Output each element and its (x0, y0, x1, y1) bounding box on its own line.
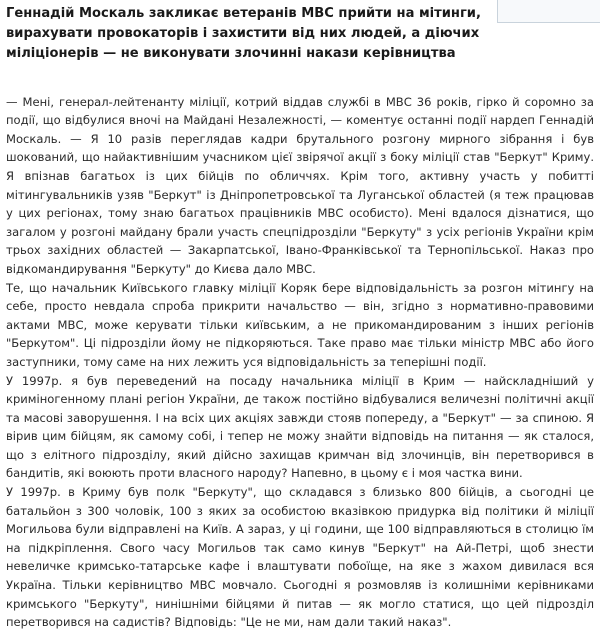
article (6, 4, 594, 632)
article-paragraph-1: — Мені, генерал-лейтенанту міліції, котрий віддав службі в МВС 36 років, гірко й соромно за події, що відбулися вночі на Майдані Незалежності, — коментує останні події нардеп Геннадій Москаль. — Я 10 разів переглядав кадри брутального розгону мирного зібрання і був шокований, що найактивнішим учасником цієї звірячої акції з боку міліції став "Беркут" Криму. Я впізнав багатьох із цих бійців по обличчях. Крім того, активну участь у побитті мітингувальників узяв "Беркут" із Дніпропетровської та Луганської областей (я теж працював у цих регіонах, тому знаю багатьох працівників МВС особисто). Мені вдалося дізнатися, що загалом у розгоні майдану брали участь спецпідрозділи "Беркуту" з усіх регіонів України крім трьох західних областей — Закарпатської, Івано-Франківської та Тернопільської. Наказ про відкомандирування "Беркуту" до Києва дало МВС. (6, 94, 594, 276)
article-paragraph-2: Те, що начальник Київського главку міліції Коряк бере відповідальність за розгон мітингу на себе, просто невдала спроба прикрити начальство — він, згідно з нормативно-правовими актами МВС, може керувати тільки київським, а не прикомандированим з інших регіонів "Беркутом". Ці підрозділи йому не підкоряються. Таке право має тільки міністр МВС або його заступники, тому саме на них лежить уся відповідальність за теперішні події. (6, 280, 594, 369)
article-paragraph-3: У 1997р. я був переведений на посаду начальника міліції в Крим — найскладніший у криміногенному плані регіон України, де також постійно відбувалися величезні політичні акції та масові заворушення. І на всіх цих акціях завжди стояв попереду, а "Беркут" — за спиною. Я вірив цим бійцям, як самому собі, і тепер не можу знайти відповідь на питання — як сталося, що з елітного підрозділу, який дійсно захищав кримчан від злочинців, він перетворився в бандитів, які воюють проти власного народу? Напевно, в цьому є і моя частка вини. (6, 373, 594, 481)
article-paragraph-4: У 1997р. в Криму був полк "Беркуту", що складався з близько 800 бійців, а сьогодні це батальйон з 300 чоловік, 100 з яких за особистою вказівкою придурка від політики й міліції Могильова були відправлені на Київ. А зараз, у ці години, ще 100 відправляються в столицю їм на підкріплення. Свого часу Могильов так само кинув "Беркут" на Ай-Петрі, щоб знести невеличке кримсько-татарське кафе і влаштувати побоїще, на яке з жахом дивилася вся Україна. Тільки керівництво МВС мовчало. Сьогодні я розмовляв із колишніми керівниками кримського "Беркуту", нинішніми бійцями й питав — як могло статися, що цей підрозділ перетворився на садистів? Відповідь: "Це не ми, нам дали такий наказ". (6, 485, 594, 630)
article-lead: Геннадій Москаль закликає ветеранів МВС прийти на мітинги, вирахувати провокаторів і захистити від них людей, а діючих міліціонерів — не виконувати злочинні накази керівництва (6, 6, 481, 62)
article-body (6, 93, 594, 632)
